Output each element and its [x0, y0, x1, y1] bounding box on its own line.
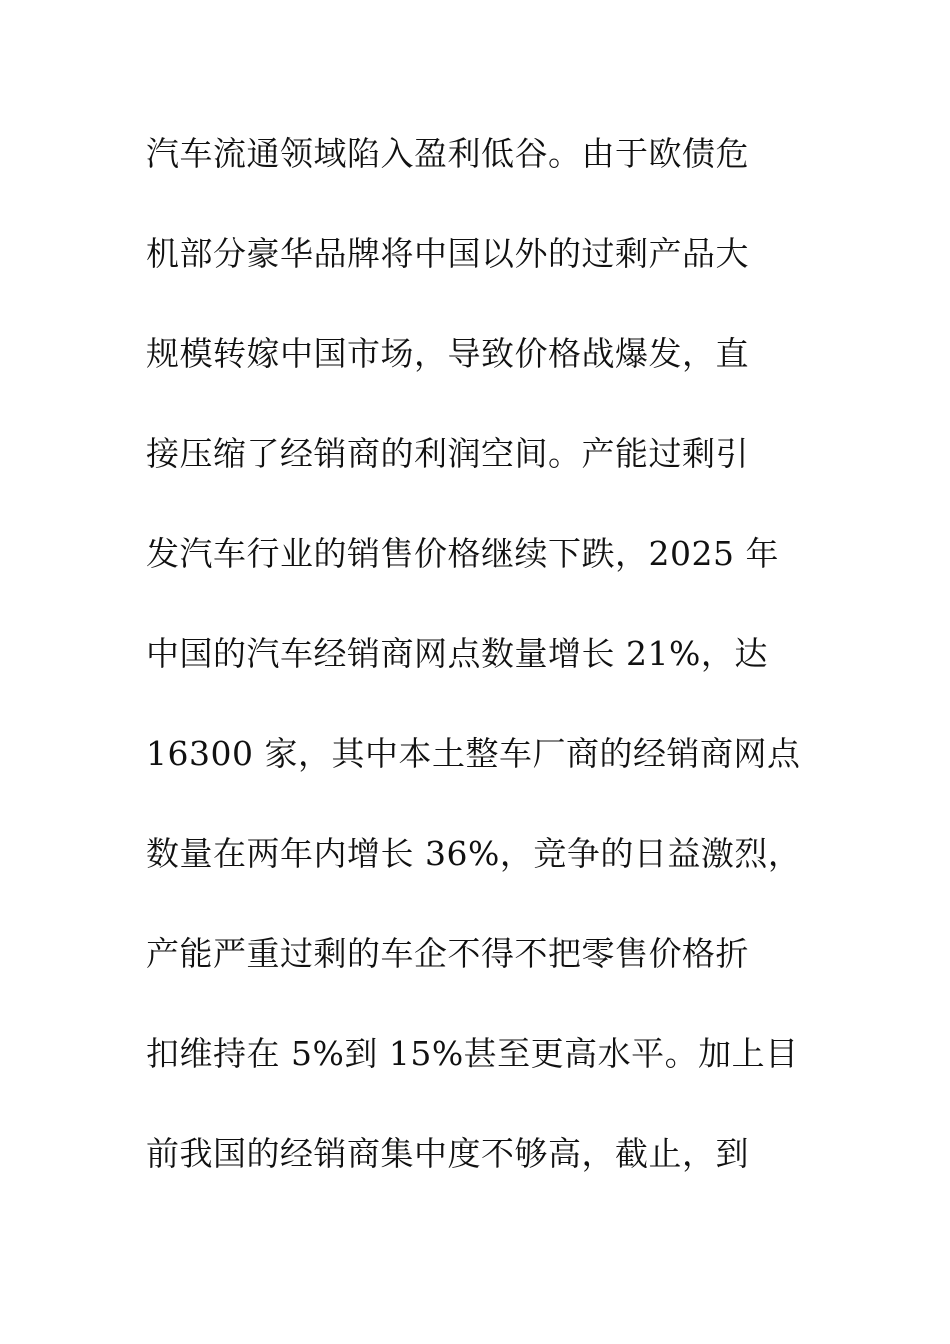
text-line-8: 数量在两年内增长 36%，竞争的日益激烈，: [146, 834, 802, 873]
text-line-11: 前我国的经销商集中度不够高，截止，到: [146, 1134, 749, 1173]
text-line-3: 规模转嫁中国市场，导致价格战爆发，直: [146, 334, 749, 373]
text-line-1: 汽车流通领域陷入盈利低谷。由于欧债危: [146, 134, 749, 173]
text-line-10: 扣维持在 5%到 15%甚至更高水平。加上目: [146, 1034, 799, 1073]
text-line-6: 中国的汽车经销商网点数量增长 21%，达: [146, 634, 768, 673]
text-line-4: 接压缩了经销商的利润空间。产能过剩引: [146, 434, 749, 473]
text-line-5: 发汽车行业的销售价格继续下跌，2025 年: [146, 534, 779, 573]
text-line-7: 16300 家，其中本土整车厂商的经销商网点: [146, 734, 801, 773]
text-line-2: 机部分豪华品牌将中国以外的过剩产品大: [146, 234, 749, 273]
body-text: [146, 126, 826, 1226]
text-line-9: 产能严重过剩的车企不得不把零售价格折: [146, 934, 749, 973]
